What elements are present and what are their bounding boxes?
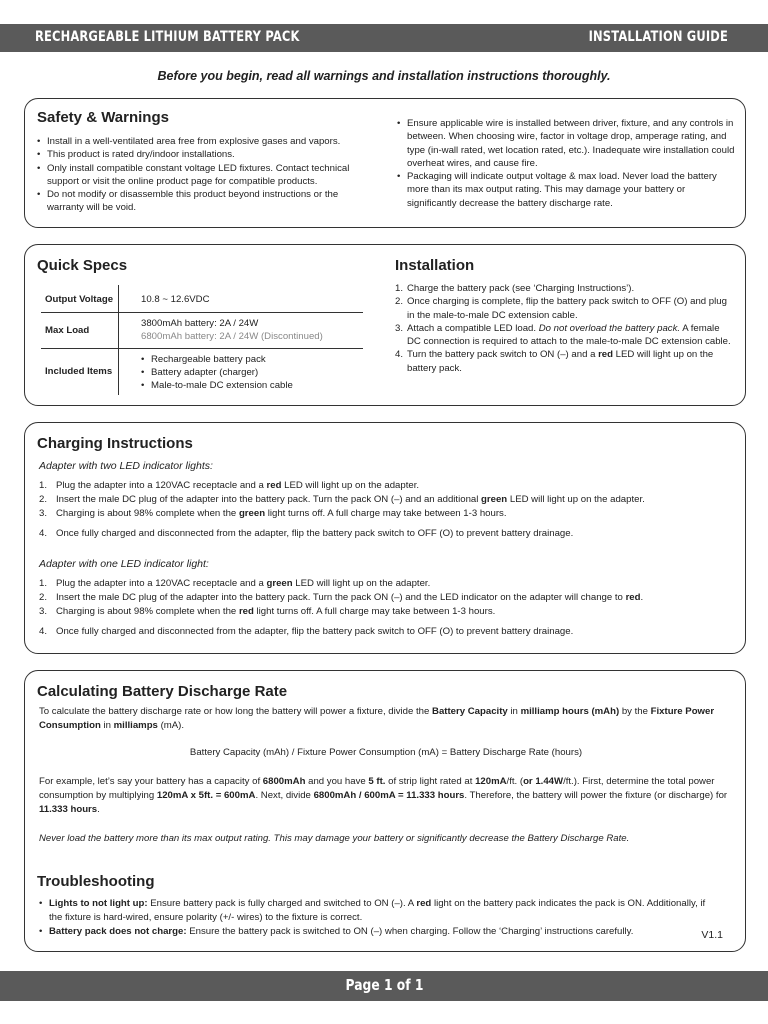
charging-sub-one-led: Adapter with one LED indicator light: xyxy=(39,558,209,570)
troubleshooting-item: • Lights to not light up: Ensure battery pack is fully charged and switched to ON (–). A red light on the battery pack indicates the pack is ON. Additionally, if the fixture is hard-wired, ensure polarity (+/- wires) to the fixture is correct. xyxy=(39,897,709,925)
charging-section xyxy=(24,422,746,654)
safety-item: • Only install compatible constant voltage LED fixtures. Contact technical support or visit the online product page for compatible products. xyxy=(37,162,375,189)
safety-left-list xyxy=(37,135,375,215)
version-label: V1.1 xyxy=(701,929,723,941)
troubleshooting-list xyxy=(39,897,709,939)
discharge-section xyxy=(24,670,746,952)
troubleshooting-item: • Battery pack does not charge: Ensure the battery pack is switched to ON (–) when charging. Follow the ‘Charging’ instructions carefully. xyxy=(39,925,709,939)
specs-title: Quick Specs xyxy=(37,257,128,274)
intro-text: Before you begin, read all warnings and installation instructions thoroughly. xyxy=(157,69,611,83)
charging-sub-two-led: Adapter with two LED indicator lights: xyxy=(39,460,213,472)
spec-value xyxy=(141,353,293,392)
spec-label: Included Items xyxy=(45,366,113,377)
troubleshooting-title: Troubleshooting xyxy=(37,873,155,890)
spec-value xyxy=(141,317,323,343)
max-load-3800: 3800mAh battery: 2A / 24W xyxy=(141,318,259,329)
charging-step: 2. Insert the male DC plug of the adapter into the battery pack. Turn the pack ON (–) and the LED indicator on the adapter will change to red. xyxy=(39,592,644,603)
included-item: • Rechargeable battery pack xyxy=(141,353,293,366)
charging-step: 3. Charging is about 98% complete when the green light turns off. A full charge may take between 1-3 hours. xyxy=(39,508,507,519)
charging-list-two-led xyxy=(39,479,739,541)
spec-row-output xyxy=(41,285,363,313)
installation-step: 1. Charge the battery pack (see ‘Charging Instructions’). xyxy=(395,283,635,294)
spec-table xyxy=(41,285,363,395)
header-guide-title: INSTALLATION GUIDE xyxy=(588,29,728,45)
safety-item: • Install in a well-ventilated area free from explosive gases and vapors. xyxy=(37,135,375,148)
charging-step: 1. Plug the adapter into a 120VAC receptacle and a green LED will light up on the adapter. xyxy=(39,578,431,589)
spec-row-maxload xyxy=(41,313,363,349)
discharge-title: Calculating Battery Discharge Rate xyxy=(37,683,288,700)
discharge-example: For example, let’s say your battery has a capacity of 6800mAh and you have 5 ft. of strip light rated at 120mA/ft. (or 1.44W/ft.). First, determine the total power consumption by multiplying 120mA x 5ft. = 600mA. Next, divide 6800mAh / 600mA = 11.333 hours. Therefore, the battery will power the fixture (or discharge) for 11.333 hours. xyxy=(39,776,728,815)
charging-step: 3. Charging is about 98% complete when the red light turns off. A full charge may take between 1-3 hours. xyxy=(39,606,496,617)
discharge-formula: Battery Capacity (mAh) / Fixture Power Consumption (mA) = Battery Discharge Rate (hours) xyxy=(189,747,583,758)
installation-step: 3. Attach a compatible LED load. Do not overload the battery pack. A female DC connection is required to attach to the male-to-male DC extension cable. xyxy=(395,322,731,348)
safety-right-list xyxy=(397,117,735,210)
safety-item: • Packaging will indicate output voltage & max load. Never load the battery more than its max output rating. This may damage your battery or significantly decrease the battery discharge rate. xyxy=(397,170,735,210)
header-bar xyxy=(0,24,768,52)
safety-item: • Ensure applicable wire is installed between driver, fixture, and any controls in between. When choosing wire, factor in voltage drop, amperage rating, and type (in-wall rated, wet location rated, etc.). Inadequate wire installation could overheat wires, and cause fire. xyxy=(397,117,735,170)
installation-title: Installation xyxy=(395,257,475,274)
spec-label: Output Voltage xyxy=(45,294,114,305)
page-number: Page 1 of 1 xyxy=(345,976,423,994)
header-product-title: RECHARGEABLE LITHIUM BATTERY PACK xyxy=(35,29,300,45)
installation-step: 4. Turn the battery pack switch to ON (–) and a red LED will light up on the battery pack. xyxy=(395,349,714,374)
charging-step: 4. Once fully charged and disconnected from the adapter, flip the battery pack switch to OFF (O) to prevent battery drainage. xyxy=(39,528,574,539)
discharge-paragraph: To calculate the battery discharge rate or how long the battery will power a fixture, divide the Battery Capacity in milliamp hours (mAh) by the Fixture Power Consumption in milliamps (mA). xyxy=(39,706,715,731)
discharge-note: Never load the battery more than its max output rating. This may damage your battery or significantly decrease the Battery Discharge Rate. xyxy=(39,833,630,844)
charging-step: 4. Once fully charged and disconnected from the adapter, flip the battery pack switch to OFF (O) to prevent battery drainage. xyxy=(39,626,574,637)
footer-bar xyxy=(0,971,768,1001)
spec-row-included xyxy=(41,349,363,395)
spec-value: 10.8 ~ 12.6VDC xyxy=(141,294,210,305)
safety-item: • This product is rated dry/indoor installations. xyxy=(37,148,375,161)
included-item: • Male-to-male DC extension cable xyxy=(141,379,293,392)
safety-title: Safety & Warnings xyxy=(37,109,169,126)
installation-steps xyxy=(395,282,735,375)
charging-title: Charging Instructions xyxy=(37,435,193,452)
safety-item: • Do not modify or disassemble this product beyond instructions or the warranty will be void. xyxy=(37,188,375,215)
spec-label: Max Load xyxy=(45,325,90,336)
installation-step: 2. Once charging is complete, flip the battery pack switch to OFF (O) and plug in the male-to-male DC extension cable. xyxy=(395,296,727,321)
safety-section xyxy=(24,98,746,228)
included-item: • Battery adapter (charger) xyxy=(141,366,293,379)
max-load-6800: 6800mAh battery: 2A / 24W (Discontinued) xyxy=(141,331,323,342)
charging-list-one-led xyxy=(39,577,739,639)
charging-step: 2. Insert the male DC plug of the adapter into the battery pack. Turn the pack ON (–) and an additional green LED will light up on the adapter. xyxy=(39,494,645,505)
charging-step: 1. Plug the adapter into a 120VAC receptacle and a red LED will light up on the adapter. xyxy=(39,480,420,491)
specs-installation-section xyxy=(24,244,746,406)
